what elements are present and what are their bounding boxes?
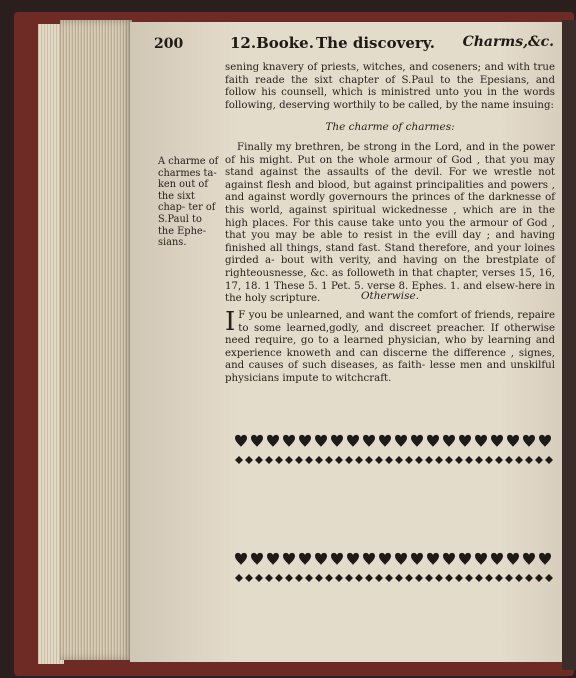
page-stack (60, 20, 132, 660)
book-title: The discovery. (316, 34, 435, 52)
heart-row (235, 435, 551, 447)
drop-cap: I (225, 307, 236, 337)
heart-row (235, 553, 551, 565)
page-number: 200 (154, 36, 184, 52)
charm-paragraph (225, 142, 555, 306)
book-label: 12.Booke. (230, 34, 314, 52)
diamond-row (235, 574, 553, 582)
charm-text: Finally my brethren, be strong in the Lord, and in the power of his might. Put on the whole armour of God , that you may stand against the assaults of the devil. For we wrestle not against flesh and blood, but against principalities and powers , and against wordly governours the princes of the darknesse of this world, against spiritual wickednesse , which are in the high places. For this cause take unto you the armour of God , that you may be able to resist in the evill day ; and having finished all things, stand fast. Stand therefore, and your loines girded a- bout with verity, and having on the brestplate of righteousnesse, &c. as followeth in that chapter, verses 15, 16, 17, 18. 1 These 5. 1 Pet. 5. verse 8. Ephes. 1. and elsew-here in the holy scripture. (225, 142, 555, 305)
running-header (150, 34, 560, 56)
otherwise-text: F you be unlearned, and want the comfort of friends, repaire to some learned,godly, and discreet preacher. If otherwise need require, go to a learned physician, who by learning and experience knoweth and can discerne the difference , signes, and causes of such diseases, as faith- lesse men and unskilful physicians impute to witchcraft. (225, 310, 555, 384)
otherwise-paragraph (225, 307, 555, 386)
gutter-shadow (562, 20, 576, 670)
intro-paragraph (225, 62, 555, 112)
ornament-band-top (233, 432, 555, 470)
running-head: Charms,&c. (462, 34, 554, 50)
section-heading-charme: The charme of charmes: (325, 121, 455, 133)
ornament-band-bottom (233, 550, 555, 588)
margin-note: A charme of charmes ta- ken out of the sixt chap- ter of S.Paul to the Ephe- sians. (158, 156, 219, 249)
diamond-row (235, 456, 553, 464)
intro-text: sening knavery of priests, witches, and coseners; and with true faith reade the sixt chapter of S.Paul to the Epesians, and follow his counsell, which is ministred unto you in the words following, deserving worthily to be called, by the name insuing: (225, 62, 555, 111)
section-heading-otherwise: Otherwise. (360, 290, 420, 302)
